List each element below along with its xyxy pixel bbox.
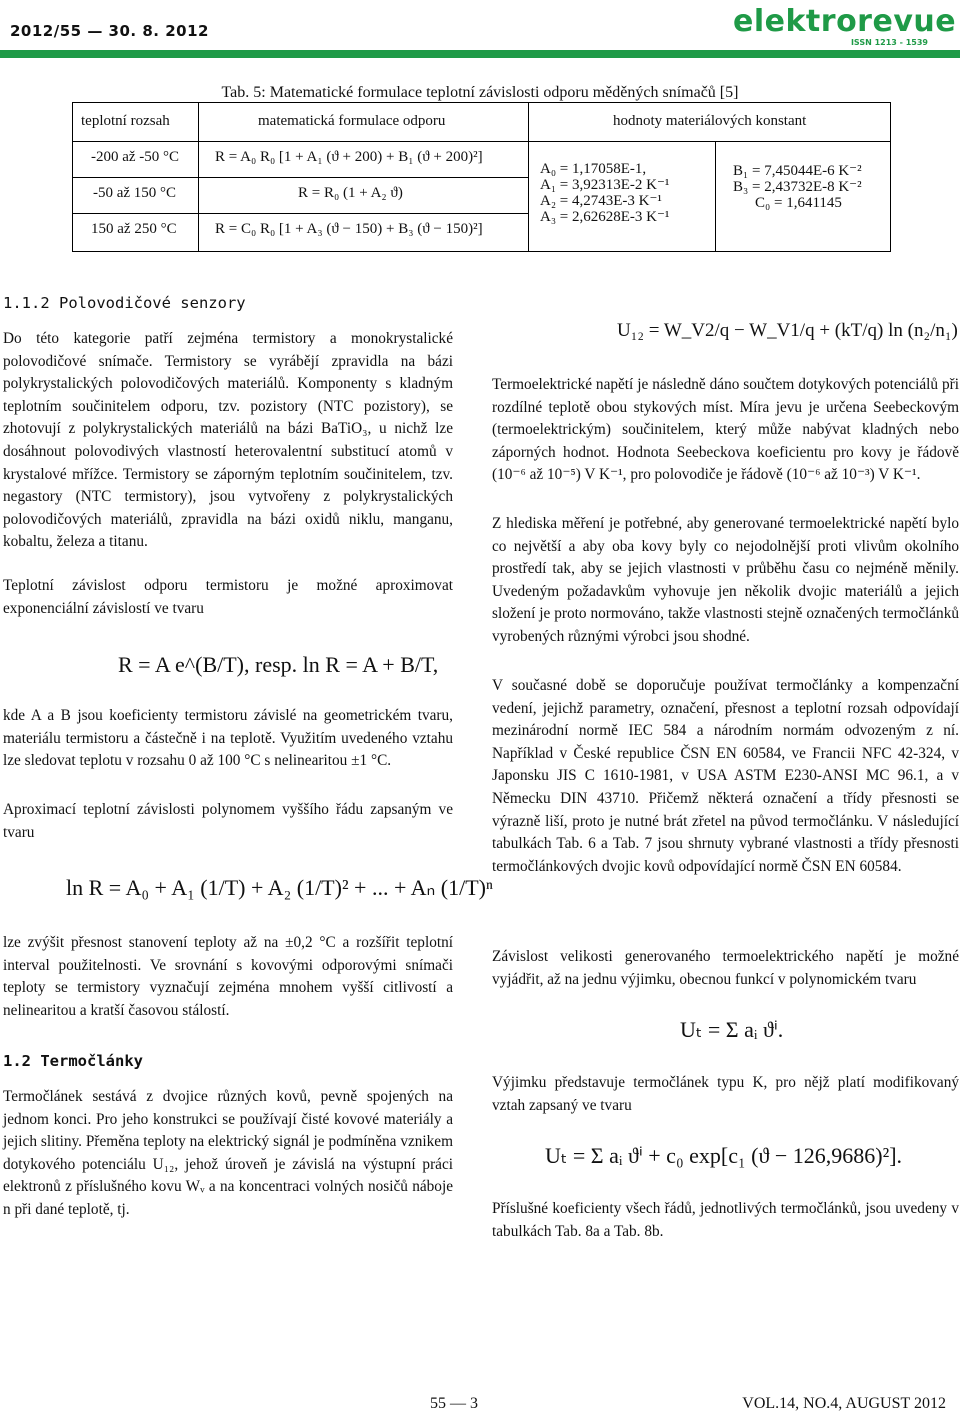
paragraph-mereni: Z hlediska měření je potřebné, aby generované termoelektrické napětí bylo co největší a aby oba kovy byly co nejodolnější proti vlivům okolního prostředí tak, aby se jejich vlastnosti v průběhu času co nejméně měnily. Uvedeným požadavkům vyhovuje jen několik dvojic materiálů a jejich složení je proto normováno, takže vlastnosti stejně označených termočlánků vyrobených různými výrobci jsou shodné. <box>492 515 959 645</box>
range-3: 150 až 250 °C <box>91 221 177 237</box>
header-range: teplotní rozsah <box>81 113 170 129</box>
equation-contact-potential: U₁₂ = W_V2/q − W_V1/q + (kT/q) ln (n₂/n₁) <box>617 320 958 341</box>
resistance-formula-table <box>72 102 891 252</box>
paragraph-seebeck: Termoelektrické napětí je následně dáno součtem dotykových potenciálů při rozdílné teplotě obou stykových míst. Míra jevu je určena Seebeckovým (termoelektrickým) součinitelem, který může nabývat kladných nebo záporných hodnot. Hodnota Seebeckova koeficientu pro kovy je řádově (10⁻⁶ až 10⁻⁵) V K⁻¹, pro polovodiče je řádově (10⁻⁶ až 10⁻³) V K⁻¹. <box>492 376 959 484</box>
paragraph-aproximace: Teplotní závislost odporu termistoru je možné aproximovat exponenciální závislostí ve tvaru <box>3 577 453 617</box>
paragraph-termistory: Do této kategorie patří zejména termistory a monokrystalické polovodičové snímače. Termistory se vyrábějí zpravidla na bázi polykrystalických polovodičových materiálů. Komponenty s kladným teplotním součinitelem odporu, tzv. pozistory (NTC pozistory), se zhotovují z polykrystalických materiálů na bázi BaTiO₃, u nichž lze dosáhnout polovodivých vlastností heterovalentní substitucí atomů v krystalové mřížce. Termistory se záporným teplotním součinitelem, tzv. negastory (NTC termistory), jsou vytvořeny z polykrystalických polovodičových materiálů, zpravidla na bázi oxidů niklu, manganu, kobaltu, železa a titanu. <box>3 330 453 551</box>
paragraph-termoclanek: Termočlánek sestává z dvojice různých kovů, pevně spojených na jednom konci. Pro jeho konstrukci se používají čisté kovové materiály a jejich slitiny. Přeměna teploty na elektrický signál je podmíněna vznikem dotykového potenciálu U₁₂, jehož úroveň je závislá na výstupní práci elektronů z příslušného kovu Wᵥ a na koncentraci volných nosičů náboje n při dané teplotě, tj. <box>3 1088 453 1218</box>
elektrorevue-logo <box>733 4 957 48</box>
header-constants: hodnoty materiálových konstant <box>613 113 807 129</box>
header-rule <box>0 50 960 58</box>
paragraph-polynom: Aproximací teplotní závislosti polynomem vyššího řádu zapsaným ve tvaru <box>3 801 453 841</box>
issn-label: ISSN 1213 - 1539 <box>850 38 928 47</box>
equation-type-k: Uₜ = Σ aᵢ ϑⁱ + c₀ exp[c₁ (ϑ − 126,9686)²]. <box>545 1143 903 1168</box>
formula-2: R = R₀ (1 + A₂ ϑ) <box>298 185 403 201</box>
logo-wordmark: elektrorevue <box>733 4 957 39</box>
constant-a2: A₂ = 4,2743E-3 K⁻¹ <box>540 193 662 209</box>
paragraph-normy: V současné době se doporučuje používat termočlánky a kompenzační vedení, jejichž parametry, označení, přesnost a teplotní rozsah odpovídají mezinárodní normě IEC 584 a národním normám odvozeným z ní. Například v České republice ČSN EN 60584, ve Francii NFC 42-324, v Japonsku JIS C 1610-1981, v USA ASTM E230-ANSI MC 96.1, a v Německu DIN 43710. Přičemž některá označení a třídy přesnosti se výrazně liší, proto je nutné brát zřetel na původ termočlánku. V následující tabulkách Tab. 6 a Tab. 7 jsou shrnuty vybrané vlastnosti a třídy přesnosti termočlánkových dvojic kovů odpovídající normě ČSN EN 60584. <box>492 677 959 875</box>
constant-a3: A₃ = 2,62628E-3 K⁻¹ <box>540 209 670 225</box>
paragraph-presnost: lze zvýšit přesnost stanovení teploty až na ±0,2 °C a rozšířit teplotní interval použitelnosti. Ve srovnání s kovovými odporovými snímači teploty se termistory vyznačují zejména mnohem vyšší citlivostí a nelinearitou a kratší časovou stálostí. <box>3 934 453 1019</box>
section-heading-semiconductor: 1.1.2 Polovodičové senzory <box>3 294 246 312</box>
formula-1: R = A₀ R₀ [1 + A₁ (ϑ + 200) + B₁ (ϑ + 200)²] <box>215 149 483 165</box>
volume-info: VOL.14, NO.4, AUGUST 2012 <box>742 1395 946 1412</box>
equation-polynomial: ln R = A₀ + A₁ (1/T) + A₂ (1/T)² + ... + Aₙ (1/T)ⁿ <box>66 875 493 900</box>
table-caption: Tab. 5: Matematické formulace teplotní závislosti odporu měděných snímačů [5] <box>221 84 739 101</box>
range-2: -50 až 150 °C <box>93 185 177 201</box>
header-formula: matematická formulace odporu <box>258 113 446 129</box>
equation-polynomial-voltage: Uₜ = Σ aᵢ ϑⁱ. <box>680 1017 784 1042</box>
constant-b1: B₁ = 7,45044E-6 K⁻² <box>733 163 862 179</box>
constant-c0: C₀ = 1,641145 <box>755 195 842 211</box>
issue-date: 2012/55 — 30. 8. 2012 <box>10 22 209 40</box>
paragraph-zavislost: Závislost velikosti generovaného termoelektrického napětí je možné vyjádřit, až na jednu výjimku, obecnou funkcí v polynomickém tvaru <box>492 948 959 988</box>
equation-exponential: R = A e^(B/T), resp. ln R = A + B/T, <box>118 652 439 677</box>
paragraph-koeficienty: kde A a B jsou koeficienty termistoru závislé na geometrickém tvaru, materiálu termistoru a částečně i na teplotě. Využitím uvedeného vztahu lze sledovat teplotu v rozsahu 0 až 100 °C s nelinearitou ±1 °C. <box>3 707 453 770</box>
constants-a <box>540 161 669 225</box>
range-1: -200 až -50 °C <box>91 149 180 165</box>
constant-a1: A₁ = 3,92313E-2 K⁻¹ <box>540 177 670 193</box>
constant-a0: A₀ = 1,17058E-1, <box>540 161 647 177</box>
paragraph-koeficienty-tab: Příslušné koeficienty všech řádů, jednotlivých termočlánků, jsou uvedeny v tabulkách Tab. 8a a Tab. 8b. <box>492 1200 959 1240</box>
constants-b <box>733 163 862 211</box>
page-number: 55 — 3 <box>430 1395 478 1412</box>
section-heading-thermocouples: 1.2 Termočlánky <box>3 1052 143 1070</box>
paragraph-typ-k: Výjimku představuje termočlánek typu K, pro nějž platí modifikovaný vztah zapsaný ve tvaru <box>492 1074 959 1114</box>
page-footer <box>0 1395 960 1419</box>
constant-b3: B₃ = 2,43732E-8 K⁻² <box>733 179 862 195</box>
formula-3: R = C₀ R₀ [1 + A₃ (ϑ − 150) + B₃ (ϑ − 150)²] <box>215 221 483 237</box>
